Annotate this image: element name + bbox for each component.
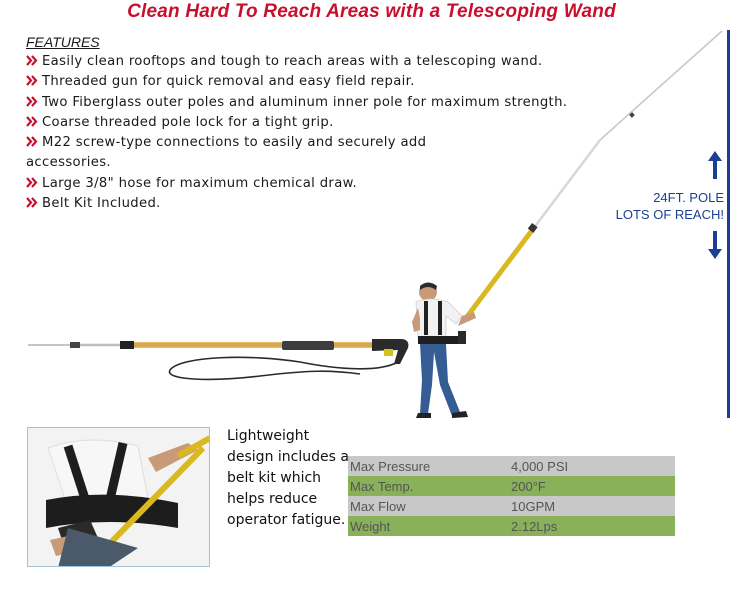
spec-value: 2.12Lps (511, 518, 558, 534)
feature-item (26, 174, 606, 194)
spec-row (348, 516, 675, 536)
arrow-down-icon (707, 230, 723, 260)
belt-kit-illustration (28, 428, 210, 567)
reach-line-1: 24FT. POLE (653, 190, 724, 205)
double-chevron-right-icon (26, 96, 38, 107)
specs-table (348, 456, 675, 536)
feature-text: Coarse threaded pole lock for a tight grip. (42, 114, 334, 130)
feature-item (26, 113, 606, 133)
belt-kit-caption: Lightweight design includes a belt kit which helps reduce operator fatigue. (227, 428, 349, 528)
spec-value: 4,000 PSI (511, 458, 569, 474)
belt-kit-photo (27, 427, 210, 567)
spec-row (348, 456, 675, 476)
feature-text: Threaded gun for quick removal and easy field repair. (42, 74, 415, 90)
spec-row (348, 496, 675, 516)
page-title: Clean Hard To Reach Areas with a Telescoping Wand (127, 1, 616, 22)
feature-text: Belt Kit Included. (42, 196, 161, 212)
double-chevron-right-icon (26, 55, 38, 66)
arrow-up-icon (707, 150, 723, 180)
double-chevron-right-icon (26, 136, 38, 147)
feature-text: M22 screw-type connections to easily and securely add accessories. (26, 135, 427, 171)
feature-text: Two Fiberglass outer poles and aluminum inner pole for maximum strength. (42, 94, 568, 110)
reach-callout (606, 189, 724, 223)
feature-item (26, 194, 606, 214)
feature-item (26, 52, 606, 72)
feature-item (26, 133, 446, 174)
spec-label: Max Temp. (350, 478, 414, 494)
spec-value: 200°F (511, 478, 546, 494)
operator-figure (412, 283, 476, 419)
feature-text: Large 3/8" hose for maximum chemical draw. (42, 175, 358, 191)
spec-label: Max Pressure (350, 458, 431, 474)
double-chevron-right-icon (26, 116, 38, 127)
spec-label: Weight (350, 518, 391, 534)
feature-item (26, 72, 606, 92)
double-chevron-right-icon (26, 75, 38, 86)
spec-row (348, 476, 675, 496)
horizontal-wand (28, 339, 408, 379)
feature-text: Easily clean rooftops and tough to reach areas with a telescoping wand. (42, 54, 543, 69)
reach-line-2: LOTS OF REACH! (615, 207, 724, 222)
double-chevron-right-icon (26, 177, 38, 188)
reach-bar (727, 30, 730, 418)
feature-list (26, 52, 606, 214)
double-chevron-right-icon (26, 197, 38, 208)
features-heading: FEATURES (26, 34, 100, 50)
spec-value: 10GPM (511, 498, 556, 514)
features-section (26, 33, 606, 214)
feature-item (26, 93, 574, 113)
spec-label: Max Flow (350, 498, 406, 514)
